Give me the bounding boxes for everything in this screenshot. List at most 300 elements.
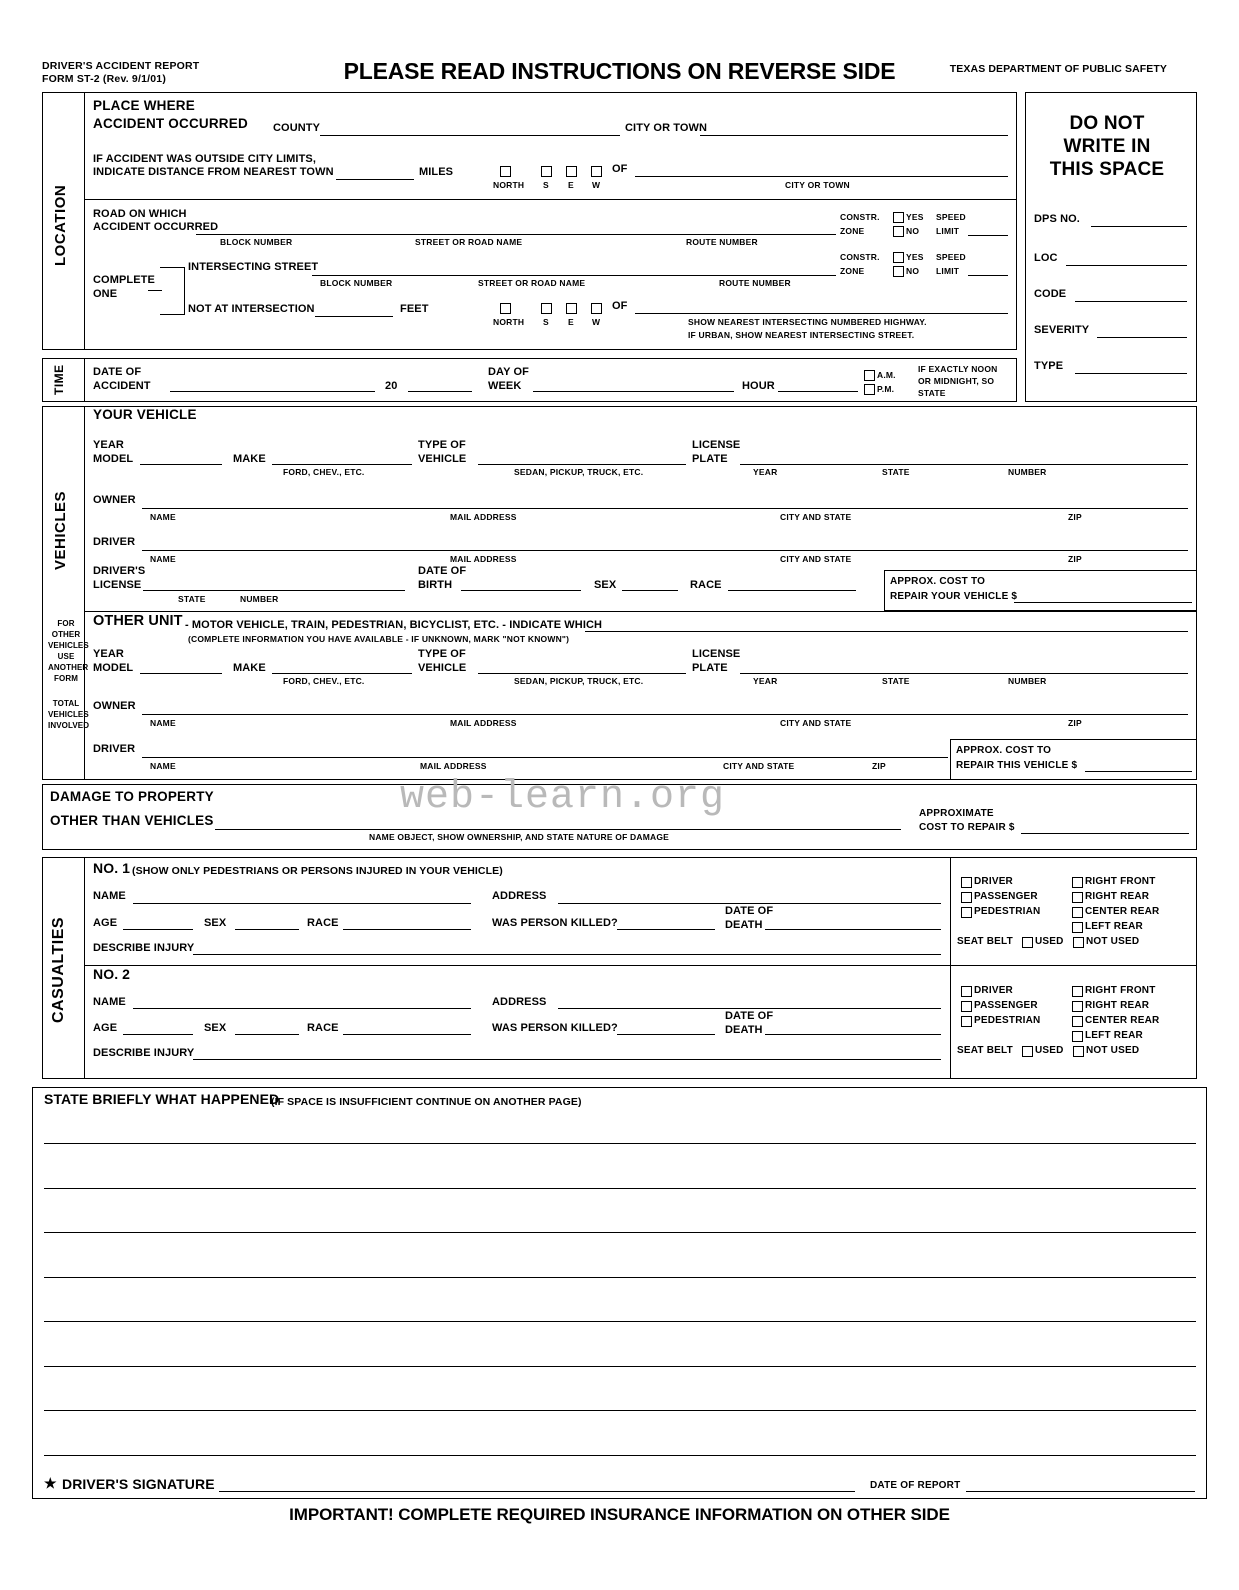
signature-label: DRIVER'S SIGNATURE: [62, 1476, 215, 1492]
do-not-write-title: [1026, 112, 1188, 181]
damage-approx-label-2: COST TO REPAIR $: [919, 822, 1015, 833]
other-year-model-input[interactable]: [140, 673, 222, 674]
your-dob-input[interactable]: [461, 590, 581, 591]
not-at-intersection-label: NOT AT INTERSECTION: [188, 303, 315, 315]
speed-label-2: SPEED: [936, 252, 966, 262]
casualty-1-killed-input[interactable]: [617, 929, 715, 930]
year-input[interactable]: [408, 391, 472, 392]
road-on-which-label-2: ACCIDENT OCCURRED: [93, 221, 219, 233]
casualty-2-race-input[interactable]: [343, 1034, 471, 1035]
casualty-2-age-label: AGE: [93, 1022, 118, 1034]
casualty-1-death-label-1: DATE OF: [725, 905, 774, 917]
casualty-2-pedestrian-label: PEDESTRIAN: [974, 1015, 1041, 1026]
other-owner-input[interactable]: [142, 714, 1188, 715]
location-tab-divider: [84, 92, 85, 350]
speed-limit-input-1[interactable]: [968, 235, 1008, 236]
casualty-1-belt-used-label: USED: [1035, 936, 1064, 947]
casualty-1-age-input[interactable]: [123, 929, 193, 930]
casualty-2-driver-label: DRIVER: [974, 985, 1013, 996]
vehicles-divider: [84, 611, 1197, 612]
other-vehicles-note-line4: USE: [57, 652, 75, 661]
your-make-label: MAKE: [233, 453, 266, 465]
your-owner-name-caption: NAME: [150, 512, 176, 522]
other-make-input[interactable]: [272, 673, 412, 674]
am-checkbox[interactable]: [864, 370, 875, 381]
casualty-2-right-front-label: RIGHT FRONT: [1085, 985, 1156, 996]
casualty-1-age-label: AGE: [93, 917, 118, 929]
signature-input[interactable]: [219, 1491, 855, 1492]
casualty-1-right-rear-checkbox[interactable]: [1072, 892, 1083, 903]
your-type-label-2: VEHICLE: [418, 453, 467, 465]
west-checkbox-2[interactable]: [591, 303, 602, 314]
county-input[interactable]: [320, 135, 620, 136]
west-checkbox[interactable]: [591, 166, 602, 177]
your-dl-input[interactable]: [143, 590, 405, 591]
casualty-1-center-rear-label: CENTER REAR: [1085, 906, 1160, 917]
casualties-divider: [84, 965, 1197, 966]
watermark: web-learn.org: [400, 775, 726, 820]
day-of-week-input[interactable]: [533, 391, 734, 392]
road-input[interactable]: [196, 234, 836, 235]
of-highway-input-2[interactable]: [635, 313, 1008, 314]
city-or-town-input[interactable]: [700, 135, 1008, 136]
casualty-1-passenger-checkbox[interactable]: [961, 892, 972, 903]
casualty-1-injury-input[interactable]: [193, 954, 941, 955]
approx-cost-this-input[interactable]: [1085, 771, 1192, 772]
other-driver-mail-caption: MAIL ADDRESS: [420, 761, 487, 771]
your-plate-number-caption: NUMBER: [1008, 467, 1047, 477]
speed-label-1: SPEED: [936, 212, 966, 222]
your-dl-label-1: DRIVER'S: [93, 565, 146, 577]
other-plate-year-caption: YEAR: [753, 676, 778, 686]
approx-cost-your-input[interactable]: [1014, 602, 1192, 603]
casualty-2-center-rear-checkbox[interactable]: [1072, 1016, 1083, 1027]
casualty-1-right-front-checkbox[interactable]: [1072, 877, 1083, 888]
other-vehicles-note-line6: FORM: [54, 674, 78, 683]
casualty-2-address-input[interactable]: [558, 1008, 941, 1009]
loc-input[interactable]: [1066, 265, 1187, 266]
road-block-number-caption: BLOCK NUMBER: [220, 237, 293, 247]
casualty-1-killed-label: WAS PERSON KILLED?: [492, 917, 618, 929]
casualty-1-driver-checkbox[interactable]: [961, 877, 972, 888]
type-input[interactable]: [1075, 373, 1187, 374]
your-race-label: RACE: [690, 579, 722, 591]
time-tab-label: TIME: [52, 364, 66, 396]
casualties-position-divider-2: [950, 965, 951, 1079]
east-label: E: [568, 180, 574, 190]
total-vehicles-note-line2: VEHICLES: [48, 710, 89, 719]
date-of-accident-input[interactable]: [170, 391, 375, 392]
time-tab-divider: [84, 358, 85, 402]
north-label: NORTH: [493, 180, 525, 190]
speed-limit-input-2[interactable]: [968, 275, 1008, 276]
your-plate-label-1: LICENSE: [692, 439, 741, 451]
your-plate-state-caption: STATE: [882, 467, 910, 477]
east-checkbox-2[interactable]: [566, 303, 577, 314]
casualty-1-address-label: ADDRESS: [492, 890, 547, 902]
other-make-caption: FORD, CHEV., ETC.: [283, 676, 365, 686]
other-plate-label-2: PLATE: [692, 662, 728, 674]
approx-cost-your-label-2: REPAIR YOUR VEHICLE $: [890, 591, 1018, 602]
your-owner-input[interactable]: [142, 508, 1188, 509]
form-title-line1: DRIVER'S ACCIDENT REPORT: [42, 60, 200, 72]
casualty-1-passenger-label: PASSENGER: [974, 891, 1038, 902]
casualty-2-name-input[interactable]: [133, 1008, 471, 1009]
constr-zone-no-checkbox-2[interactable]: [893, 266, 904, 277]
other-vehicles-note-line3: VEHICLES: [48, 641, 89, 650]
code-label: CODE: [1034, 288, 1067, 300]
severity-label: SEVERITY: [1034, 324, 1090, 336]
casualty-1-belt-not-used-checkbox[interactable]: [1073, 937, 1084, 948]
casualty-2-pedestrian-checkbox[interactable]: [961, 1016, 972, 1027]
casualty-2-killed-input[interactable]: [617, 1034, 715, 1035]
casualty-2-driver-checkbox[interactable]: [961, 986, 972, 997]
complete-one-bracket-stem: [148, 290, 162, 291]
other-plate-label-1: LICENSE: [692, 648, 741, 660]
casualty-2-title: NO. 2: [93, 966, 131, 982]
north-label-2: NORTH: [493, 317, 525, 327]
your-make-caption: FORD, CHEV., ETC.: [283, 467, 365, 477]
total-vehicles-note-line3: INVOLVED: [48, 721, 90, 730]
intersecting-street-label: INTERSECTING STREET: [188, 261, 319, 273]
feet-label: FEET: [400, 303, 429, 315]
other-unit-input[interactable]: [585, 631, 1188, 632]
your-driver-city-caption: CITY AND STATE: [780, 554, 852, 564]
casualty-1-right-rear-label: RIGHT REAR: [1085, 891, 1150, 902]
road-route-number-caption: ROUTE NUMBER: [686, 237, 758, 247]
casualty-1-name-label: NAME: [93, 890, 126, 902]
east-checkbox[interactable]: [566, 166, 577, 177]
casualty-1-name-input[interactable]: [133, 903, 471, 904]
casualty-1-center-rear-checkbox[interactable]: [1072, 907, 1083, 918]
other-owner-label: OWNER: [93, 700, 136, 712]
south-checkbox-2[interactable]: [541, 303, 552, 314]
other-driver-input[interactable]: [142, 757, 948, 758]
year-prefix-label: 20: [385, 380, 398, 392]
casualty-2-right-rear-checkbox[interactable]: [1072, 1001, 1083, 1012]
casualty-1-left-rear-checkbox[interactable]: [1072, 922, 1083, 933]
your-dob-label-2: BIRTH: [418, 579, 453, 591]
constr-zone-label-2a: CONSTR.: [840, 252, 880, 262]
narrative-line[interactable]: [44, 1366, 1196, 1367]
your-owner-zip-caption: ZIP: [1068, 512, 1082, 522]
of-label-1: OF: [612, 163, 628, 175]
casualty-2-sex-label: SEX: [204, 1022, 227, 1034]
casualty-2-center-rear-label: CENTER REAR: [1085, 1015, 1160, 1026]
casualty-1-belt-not-used-label: NOT USED: [1086, 936, 1140, 947]
narrative-line[interactable]: [44, 1410, 1196, 1411]
damage-approx-label-1: APPROXIMATE: [919, 808, 994, 819]
your-year-model-label-1: YEAR: [93, 439, 124, 451]
other-type-label-2: VEHICLE: [418, 662, 467, 674]
casualty-1-race-label: RACE: [307, 917, 339, 929]
constr-zone-yes-label-1: YES: [906, 212, 924, 222]
day-of-week-label-1: DAY OF: [488, 366, 529, 378]
casualty-1-belt-used-checkbox[interactable]: [1022, 937, 1033, 948]
distance-miles-input[interactable]: [336, 179, 414, 180]
constr-zone-no-label-1: NO: [906, 226, 920, 236]
dps-no-label: DPS NO.: [1034, 213, 1080, 225]
south-label: S: [543, 180, 549, 190]
casualty-1-pedestrian-checkbox[interactable]: [961, 907, 972, 918]
narrative-line[interactable]: [44, 1232, 1196, 1233]
noon-note-1: IF EXACTLY NOON: [918, 364, 998, 374]
your-dl-number-caption: NUMBER: [240, 594, 279, 604]
complete-one-label-2: ONE: [93, 288, 118, 300]
county-label: COUNTY: [273, 122, 321, 134]
other-driver-city-caption: CITY AND STATE: [723, 761, 795, 771]
your-sex-input[interactable]: [622, 590, 678, 591]
hour-input[interactable]: [778, 391, 858, 392]
casualty-1-death-input[interactable]: [765, 929, 941, 930]
casualty-1-note: (SHOW ONLY PEDESTRIANS OR PERSONS INJURED IN YOUR VEHICLE): [132, 865, 503, 877]
narrative-line[interactable]: [44, 1277, 1196, 1278]
pm-label: P.M.: [877, 384, 895, 394]
constr-zone-no-checkbox-1[interactable]: [893, 226, 904, 237]
casualty-1-left-rear-label: LEFT REAR: [1085, 921, 1143, 932]
casualty-1-pedestrian-label: PEDESTRIAN: [974, 906, 1041, 917]
footer-note: IMPORTANT! COMPLETE REQUIRED INSURANCE INFORMATION ON OTHER SIDE: [289, 1505, 950, 1524]
intersect-route-number-caption: ROUTE NUMBER: [719, 278, 791, 288]
casualty-2-seat-belt-label: SEAT BELT: [957, 1045, 1013, 1056]
your-race-input[interactable]: [728, 590, 856, 591]
total-vehicles-note-line1: TOTAL: [52, 699, 80, 708]
other-year-model-label-1: YEAR: [93, 648, 124, 660]
page-title: PLEASE READ INSTRUCTIONS ON REVERSE SIDE: [343, 58, 896, 84]
your-owner-label: OWNER: [93, 494, 136, 506]
your-plate-input[interactable]: [740, 464, 1188, 465]
casualty-2-killed-label: WAS PERSON KILLED?: [492, 1022, 618, 1034]
other-vehicles-note-line2: OTHER: [51, 630, 81, 639]
your-driver-zip-caption: ZIP: [1068, 554, 1082, 564]
constr-zone-label-2b: ZONE: [840, 266, 865, 276]
other-driver-label: DRIVER: [93, 743, 136, 755]
casualty-2-injury-label: DESCRIBE INJURY: [93, 1047, 195, 1059]
loc-label: LOC: [1034, 252, 1058, 264]
am-label: A.M.: [877, 370, 896, 380]
nearest-highway-note-1: SHOW NEAREST INTERSECTING NUMBERED HIGHWAY.: [688, 317, 927, 327]
other-owner-city-caption: CITY AND STATE: [780, 718, 852, 728]
your-driver-name-caption: NAME: [150, 554, 176, 564]
casualty-2-passenger-checkbox[interactable]: [961, 1001, 972, 1012]
approx-cost-this-label-1: APPROX. COST TO: [956, 745, 1052, 756]
constr-zone-label-1b: ZONE: [840, 226, 865, 236]
intersect-block-number-caption: BLOCK NUMBER: [320, 278, 393, 288]
code-input[interactable]: [1075, 301, 1187, 302]
total-vehicles-note: [48, 698, 90, 731]
do-not-write-line1: DO NOT: [1069, 113, 1145, 134]
casualties-position-divider-1: [950, 857, 951, 965]
other-vehicles-note: [48, 618, 89, 684]
form-title-line2: FORM ST-2 (Rev. 9/1/01): [42, 73, 167, 85]
casualties-tab-label: CASUALTIES: [50, 916, 67, 1024]
your-year-model-input[interactable]: [140, 464, 222, 465]
noon-note-3: STATE: [918, 388, 946, 398]
date-of-report-input[interactable]: [966, 1491, 1195, 1492]
your-driver-mail-caption: MAIL ADDRESS: [450, 554, 517, 564]
other-plate-state-caption: STATE: [882, 676, 910, 686]
casualty-2-belt-not-used-label: NOT USED: [1086, 1045, 1140, 1056]
casualty-1-sex-input[interactable]: [235, 929, 299, 930]
your-type-input[interactable]: [478, 464, 686, 465]
west-label: W: [592, 180, 601, 190]
casualty-2-belt-used-label: USED: [1035, 1045, 1064, 1056]
your-plate-year-caption: YEAR: [753, 467, 778, 477]
noon-note-2: OR MIDNIGHT, SO: [918, 376, 995, 386]
of-label-2: OF: [612, 300, 628, 312]
constr-zone-no-label-2: NO: [906, 266, 920, 276]
casualty-1-driver-label: DRIVER: [974, 876, 1013, 887]
casualty-2-race-label: RACE: [307, 1022, 339, 1034]
casualty-2-address-label: ADDRESS: [492, 996, 547, 1008]
damage-property-title-2: OTHER THAN VEHICLES: [50, 813, 214, 828]
your-owner-city-caption: CITY AND STATE: [780, 512, 852, 522]
damage-property-caption: NAME OBJECT, SHOW OWNERSHIP, AND STATE NATURE OF DAMAGE: [369, 832, 670, 842]
nearest-highway-note-2: IF URBAN, SHOW NEAREST INTERSECTING STREET.: [688, 330, 915, 340]
signature-star-icon: ★: [44, 1475, 57, 1491]
casualty-2-belt-used-checkbox[interactable]: [1022, 1046, 1033, 1057]
casualty-2-injury-input[interactable]: [193, 1059, 941, 1060]
your-driver-input[interactable]: [142, 550, 1188, 551]
other-make-label: MAKE: [233, 662, 266, 674]
narrative-section: [32, 1087, 1207, 1499]
constr-zone-label-1a: CONSTR.: [840, 212, 880, 222]
other-type-caption: SEDAN, PICKUP, TRUCK, ETC.: [514, 676, 644, 686]
pm-checkbox[interactable]: [864, 384, 875, 395]
other-type-label-1: TYPE OF: [418, 648, 466, 660]
hour-label: HOUR: [742, 380, 775, 392]
casualty-2-death-input[interactable]: [765, 1034, 941, 1035]
of-city-town-input-1[interactable]: [635, 176, 1008, 177]
limit-label-1: LIMIT: [936, 226, 960, 236]
narrative-line[interactable]: [44, 1321, 1196, 1322]
other-driver-name-caption: NAME: [150, 761, 176, 771]
damage-approx-input[interactable]: [1021, 833, 1189, 834]
south-checkbox[interactable]: [541, 166, 552, 177]
constr-zone-yes-checkbox-1[interactable]: [893, 212, 904, 223]
outside-limits-label-1: IF ACCIDENT WAS OUTSIDE CITY LIMITS,: [93, 153, 316, 165]
do-not-write-line3: THIS SPACE: [1049, 159, 1165, 180]
your-owner-mail-caption: MAIL ADDRESS: [450, 512, 517, 522]
other-vehicles-note-line5: ANOTHER: [48, 663, 89, 672]
agency-name: TEXAS DEPARTMENT OF PUBLIC SAFETY: [949, 63, 1167, 75]
constr-zone-yes-label-2: YES: [906, 252, 924, 262]
complete-one-label-1: COMPLETE: [93, 274, 155, 286]
casualty-1-sex-label: SEX: [204, 917, 227, 929]
your-driver-label: DRIVER: [93, 536, 136, 548]
other-unit-desc: - MOTOR VEHICLE, TRAIN, PEDESTRIAN, BICYCLIST, ETC. - INDICATE WHICH: [185, 619, 603, 631]
north-checkbox[interactable]: [500, 166, 511, 177]
approx-cost-your-label-1: APPROX. COST TO: [890, 576, 986, 587]
your-sex-label: SEX: [594, 579, 617, 591]
casualty-2-left-rear-label: LEFT REAR: [1085, 1030, 1143, 1041]
location-divider-1: [84, 199, 1017, 200]
outside-limits-label-2: INDICATE DISTANCE FROM NEAREST TOWN: [93, 166, 334, 178]
other-plate-number-caption: NUMBER: [1008, 676, 1047, 686]
your-dl-state-caption: STATE: [178, 594, 206, 604]
casualty-1-address-input[interactable]: [558, 903, 941, 904]
casualty-1-death-label-2: DEATH: [725, 919, 763, 931]
casualty-2-right-rear-label: RIGHT REAR: [1085, 1000, 1150, 1011]
day-of-week-label-2: WEEK: [488, 380, 522, 392]
other-owner-mail-caption: MAIL ADDRESS: [450, 718, 517, 728]
casualty-1-right-front-label: RIGHT FRONT: [1085, 876, 1156, 887]
other-year-model-label-2: MODEL: [93, 662, 134, 674]
feet-input[interactable]: [315, 316, 393, 317]
do-not-write-line2: WRITE IN: [1063, 136, 1151, 157]
west-label-2: W: [592, 317, 601, 327]
other-plate-input[interactable]: [740, 673, 1188, 674]
casualty-1-injury-label: DESCRIBE INJURY: [93, 942, 195, 954]
intersect-street-name-caption: STREET OR ROAD NAME: [478, 278, 586, 288]
other-owner-name-caption: NAME: [150, 718, 176, 728]
your-type-caption: SEDAN, PICKUP, TRUCK, ETC.: [514, 467, 644, 477]
other-driver-zip-caption: ZIP: [872, 761, 886, 771]
your-make-input[interactable]: [272, 464, 412, 465]
place-where-label-2: ACCIDENT OCCURRED: [93, 116, 248, 131]
miles-label: MILES: [419, 166, 454, 178]
south-label-2: S: [543, 317, 549, 327]
city-or-town-label: CITY OR TOWN: [625, 122, 708, 134]
other-vehicles-note-line1: FOR: [57, 619, 75, 628]
casualty-1-race-input[interactable]: [343, 929, 471, 930]
east-label-2: E: [568, 317, 574, 327]
other-type-input[interactable]: [478, 673, 686, 674]
road-street-name-caption: STREET OR ROAD NAME: [415, 237, 523, 247]
casualty-2-passenger-label: PASSENGER: [974, 1000, 1038, 1011]
your-type-label-1: TYPE OF: [418, 439, 466, 451]
casualty-2-age-input[interactable]: [123, 1034, 193, 1035]
road-on-which-label-1: ROAD ON WHICH: [93, 208, 187, 220]
your-vehicle-title: YOUR VEHICLE: [93, 407, 197, 422]
casualty-2-death-label-2: DEATH: [725, 1024, 763, 1036]
your-plate-label-2: PLATE: [692, 453, 728, 465]
narrative-line[interactable]: [44, 1143, 1196, 1144]
damage-property-title-1: DAMAGE TO PROPERTY: [50, 789, 214, 804]
your-dob-label-1: DATE OF: [418, 565, 467, 577]
narrative-line[interactable]: [44, 1188, 1196, 1189]
damage-property-input[interactable]: [215, 829, 901, 830]
date-of-report-label: DATE OF REPORT: [870, 1480, 961, 1491]
casualty-1-title: NO. 1: [93, 860, 131, 876]
other-unit-sub: (COMPLETE INFORMATION YOU HAVE AVAILABLE - IF UNKNOWN, MARK "NOT KNOWN"): [188, 634, 570, 644]
casualty-2-death-label-1: DATE OF: [725, 1010, 774, 1022]
constr-zone-yes-checkbox-2[interactable]: [893, 252, 904, 263]
location-tab-label: LOCATION: [52, 184, 69, 266]
your-dl-label-2: LICENSE: [93, 579, 142, 591]
vehicles-tab-label: VEHICLES: [52, 490, 69, 570]
casualty-2-right-front-checkbox[interactable]: [1072, 986, 1083, 997]
date-of-accident-label-2: ACCIDENT: [93, 380, 151, 392]
casualty-2-sex-input[interactable]: [235, 1034, 299, 1035]
your-year-model-label-2: MODEL: [93, 453, 134, 465]
severity-input[interactable]: [1097, 337, 1187, 338]
north-checkbox-2[interactable]: [500, 303, 511, 314]
limit-label-2: LIMIT: [936, 266, 960, 276]
type-label: TYPE: [1034, 360, 1064, 372]
other-owner-zip-caption: ZIP: [1068, 718, 1082, 728]
narrative-title: STATE BRIEFLY WHAT HAPPENED: [44, 1091, 280, 1107]
casualty-2-left-rear-checkbox[interactable]: [1072, 1031, 1083, 1042]
other-unit-title: OTHER UNIT: [93, 613, 183, 629]
of-city-town-caption-1: CITY OR TOWN: [785, 180, 850, 190]
intersecting-street-input[interactable]: [312, 275, 836, 276]
casualty-2-belt-not-used-checkbox[interactable]: [1073, 1046, 1084, 1057]
dps-no-input[interactable]: [1091, 226, 1187, 227]
narrative-line[interactable]: [44, 1455, 1196, 1456]
approx-cost-this-label-2: REPAIR THIS VEHICLE $: [956, 760, 1078, 771]
casualty-2-name-label: NAME: [93, 996, 126, 1008]
